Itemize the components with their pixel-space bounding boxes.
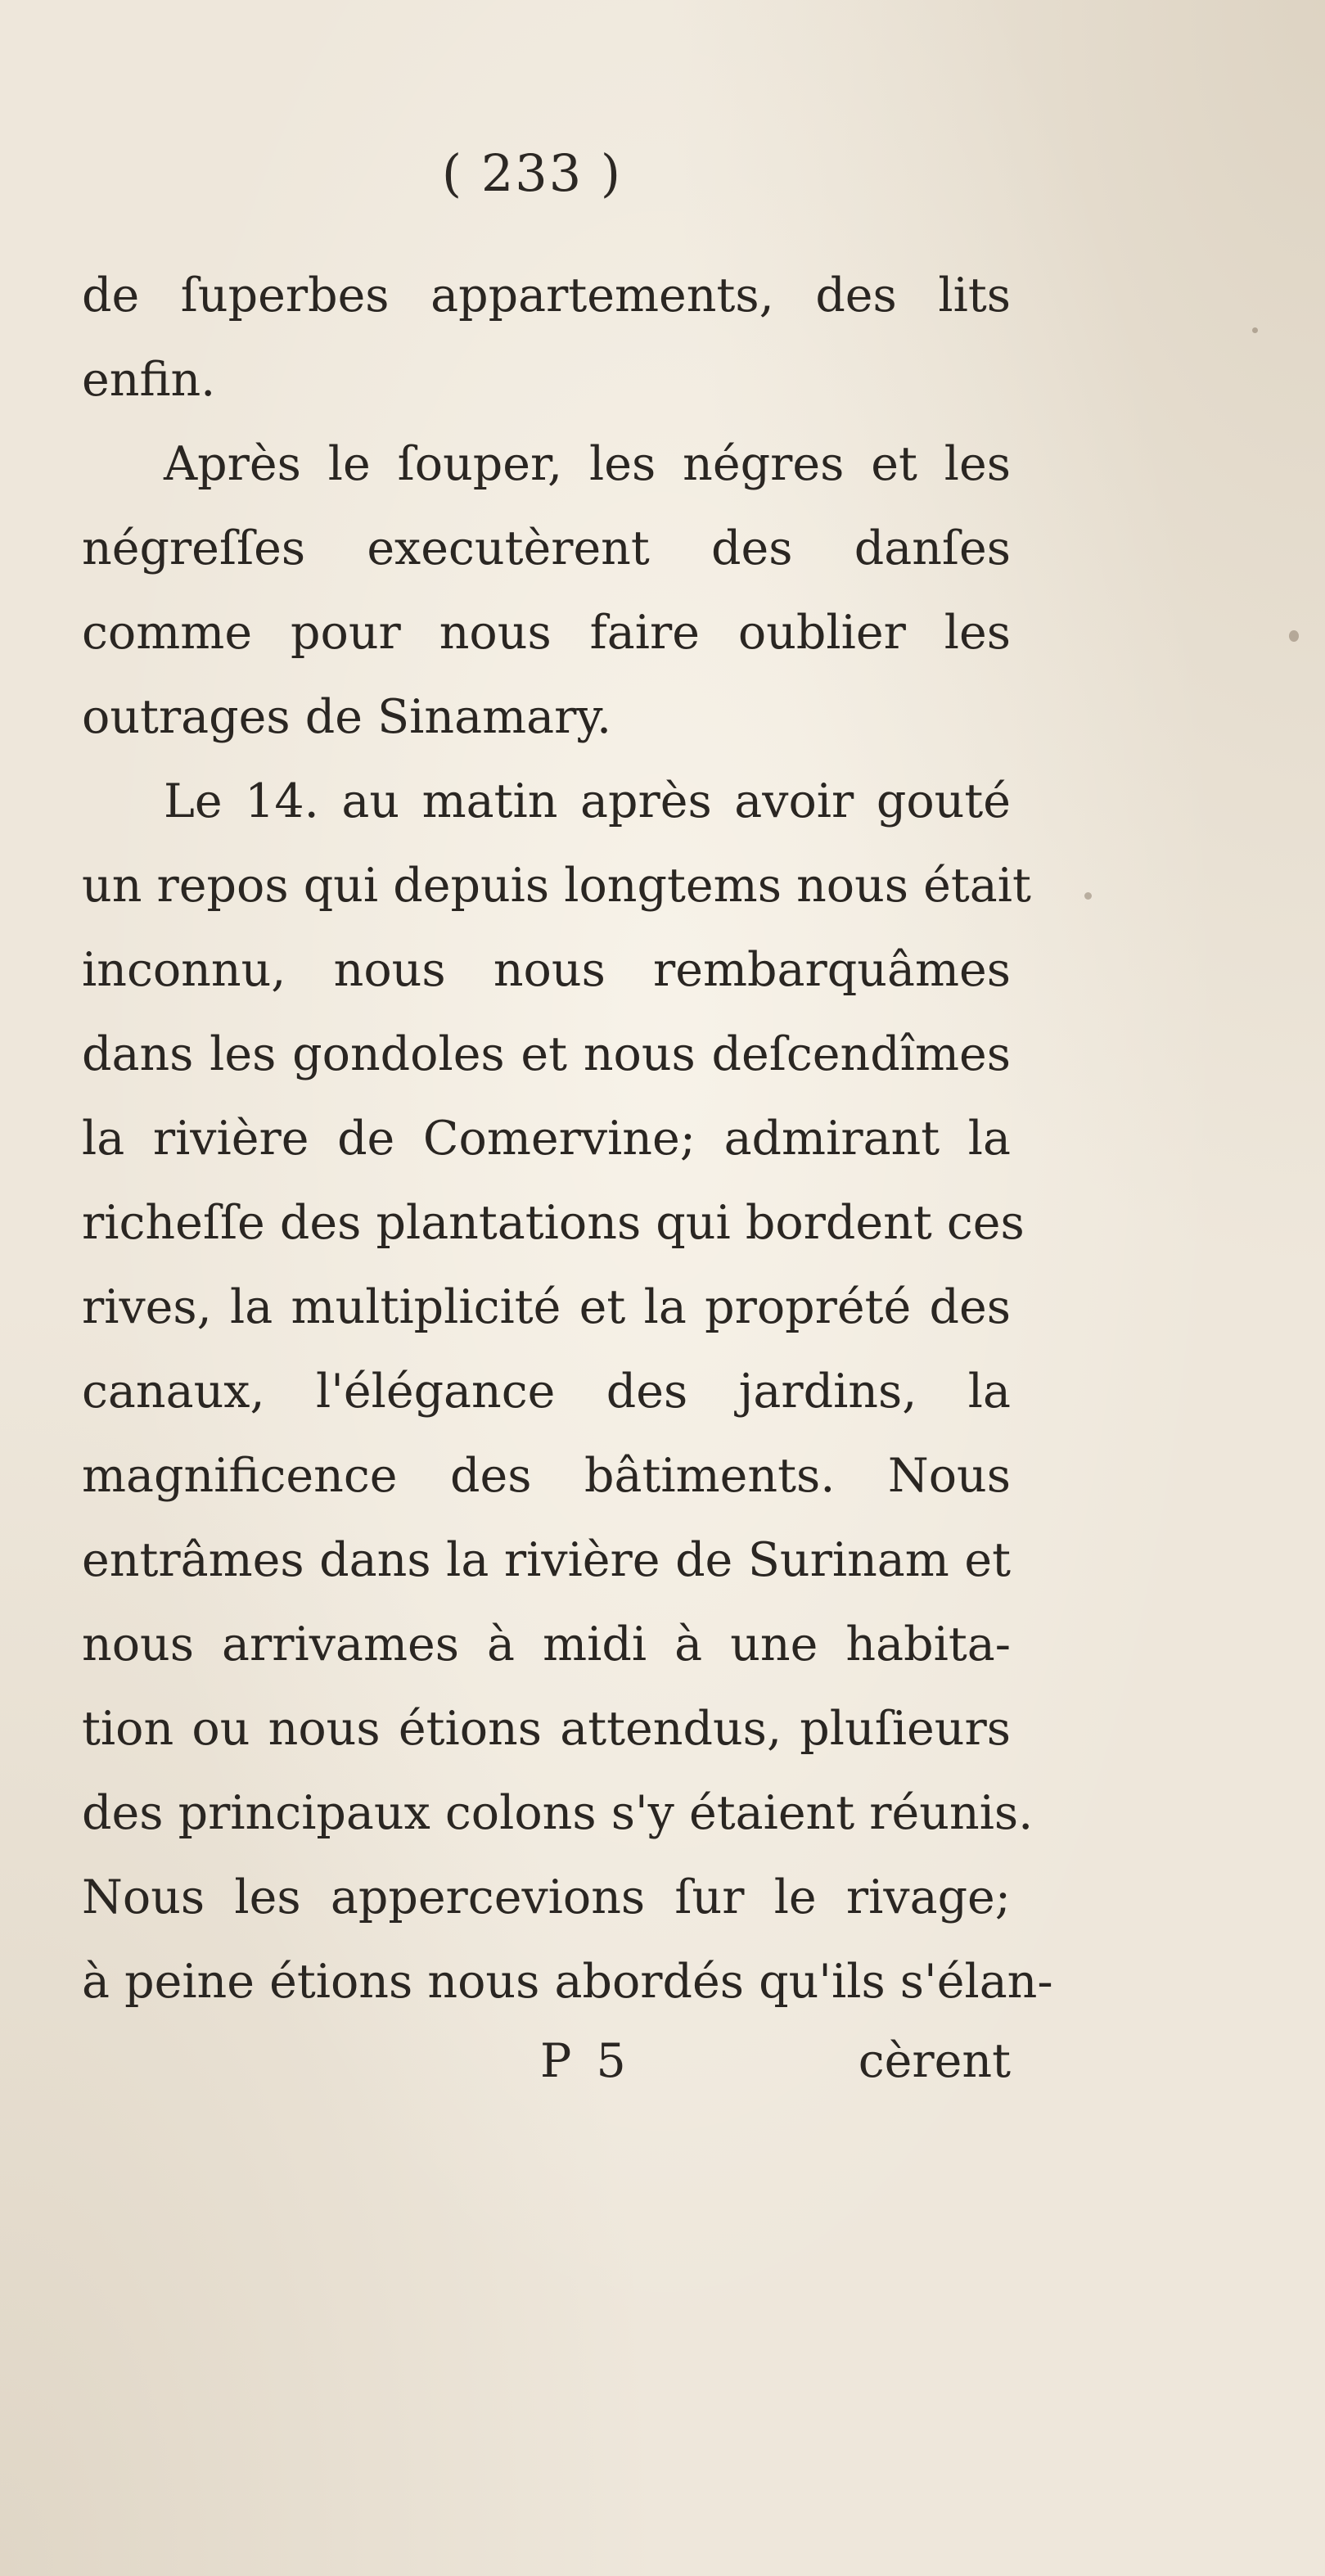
text-line: Nous les appercevions ſur le rivage; [82,1870,1011,1924]
text-line: richeſſe des plantations qui bordent ces [82,1196,1025,1250]
catchword: cèrent [858,2034,1011,2088]
text-line: la rivière de Comervine; admirant la [82,1112,1011,1166]
text-line: magnificence des bâtiments. Nous [82,1449,1011,1503]
text-line: nous arrivames à midi à une habita- [82,1617,1011,1671]
text-line: tion ou nous étions attendus, pluſieurs [82,1702,1011,1756]
signature-mark: P 5 [540,2034,631,2088]
text-line: comme pour nous faire oublier les [82,606,1011,660]
text-line: entrâmes dans la rivière de Surinam et [82,1533,1011,1587]
text-line: Après le ſouper, les négres et les [164,437,1011,491]
page-number: ( 233 ) [441,143,623,203]
page-footer [82,2020,1011,2102]
text-line: de ſuperbes appartements, des lits [82,268,1011,323]
text-line: outrages de Sinamary. [82,690,612,744]
text-line: inconnu, nous nous rembarquâmes [82,943,1011,997]
paper-speck [1289,630,1299,642]
text-line: un repos qui depuis longtems nous était [82,859,1031,913]
text-line: dans les gondoles et nous deſcendîmes [82,1027,1011,1081]
text-line: Le 14. au matin après avoir gouté [164,774,1011,828]
paper-speck [1252,327,1258,333]
body-text [82,254,1053,2024]
text-line: à peine étions nous abordés qu'ils s'élan- [82,1955,1053,2009]
text-line: rives, la multiplicité et la proprété des [82,1280,1011,1334]
text-line: des principaux colons s'y étaient réunis. [82,1786,1034,1840]
paper-speck [1084,892,1092,900]
text-line: négreſſes executèrent des danſes [82,521,1011,575]
text-line: canaux, l'élégance des jardins, la [82,1365,1011,1419]
text-line: enfin. [82,353,216,407]
